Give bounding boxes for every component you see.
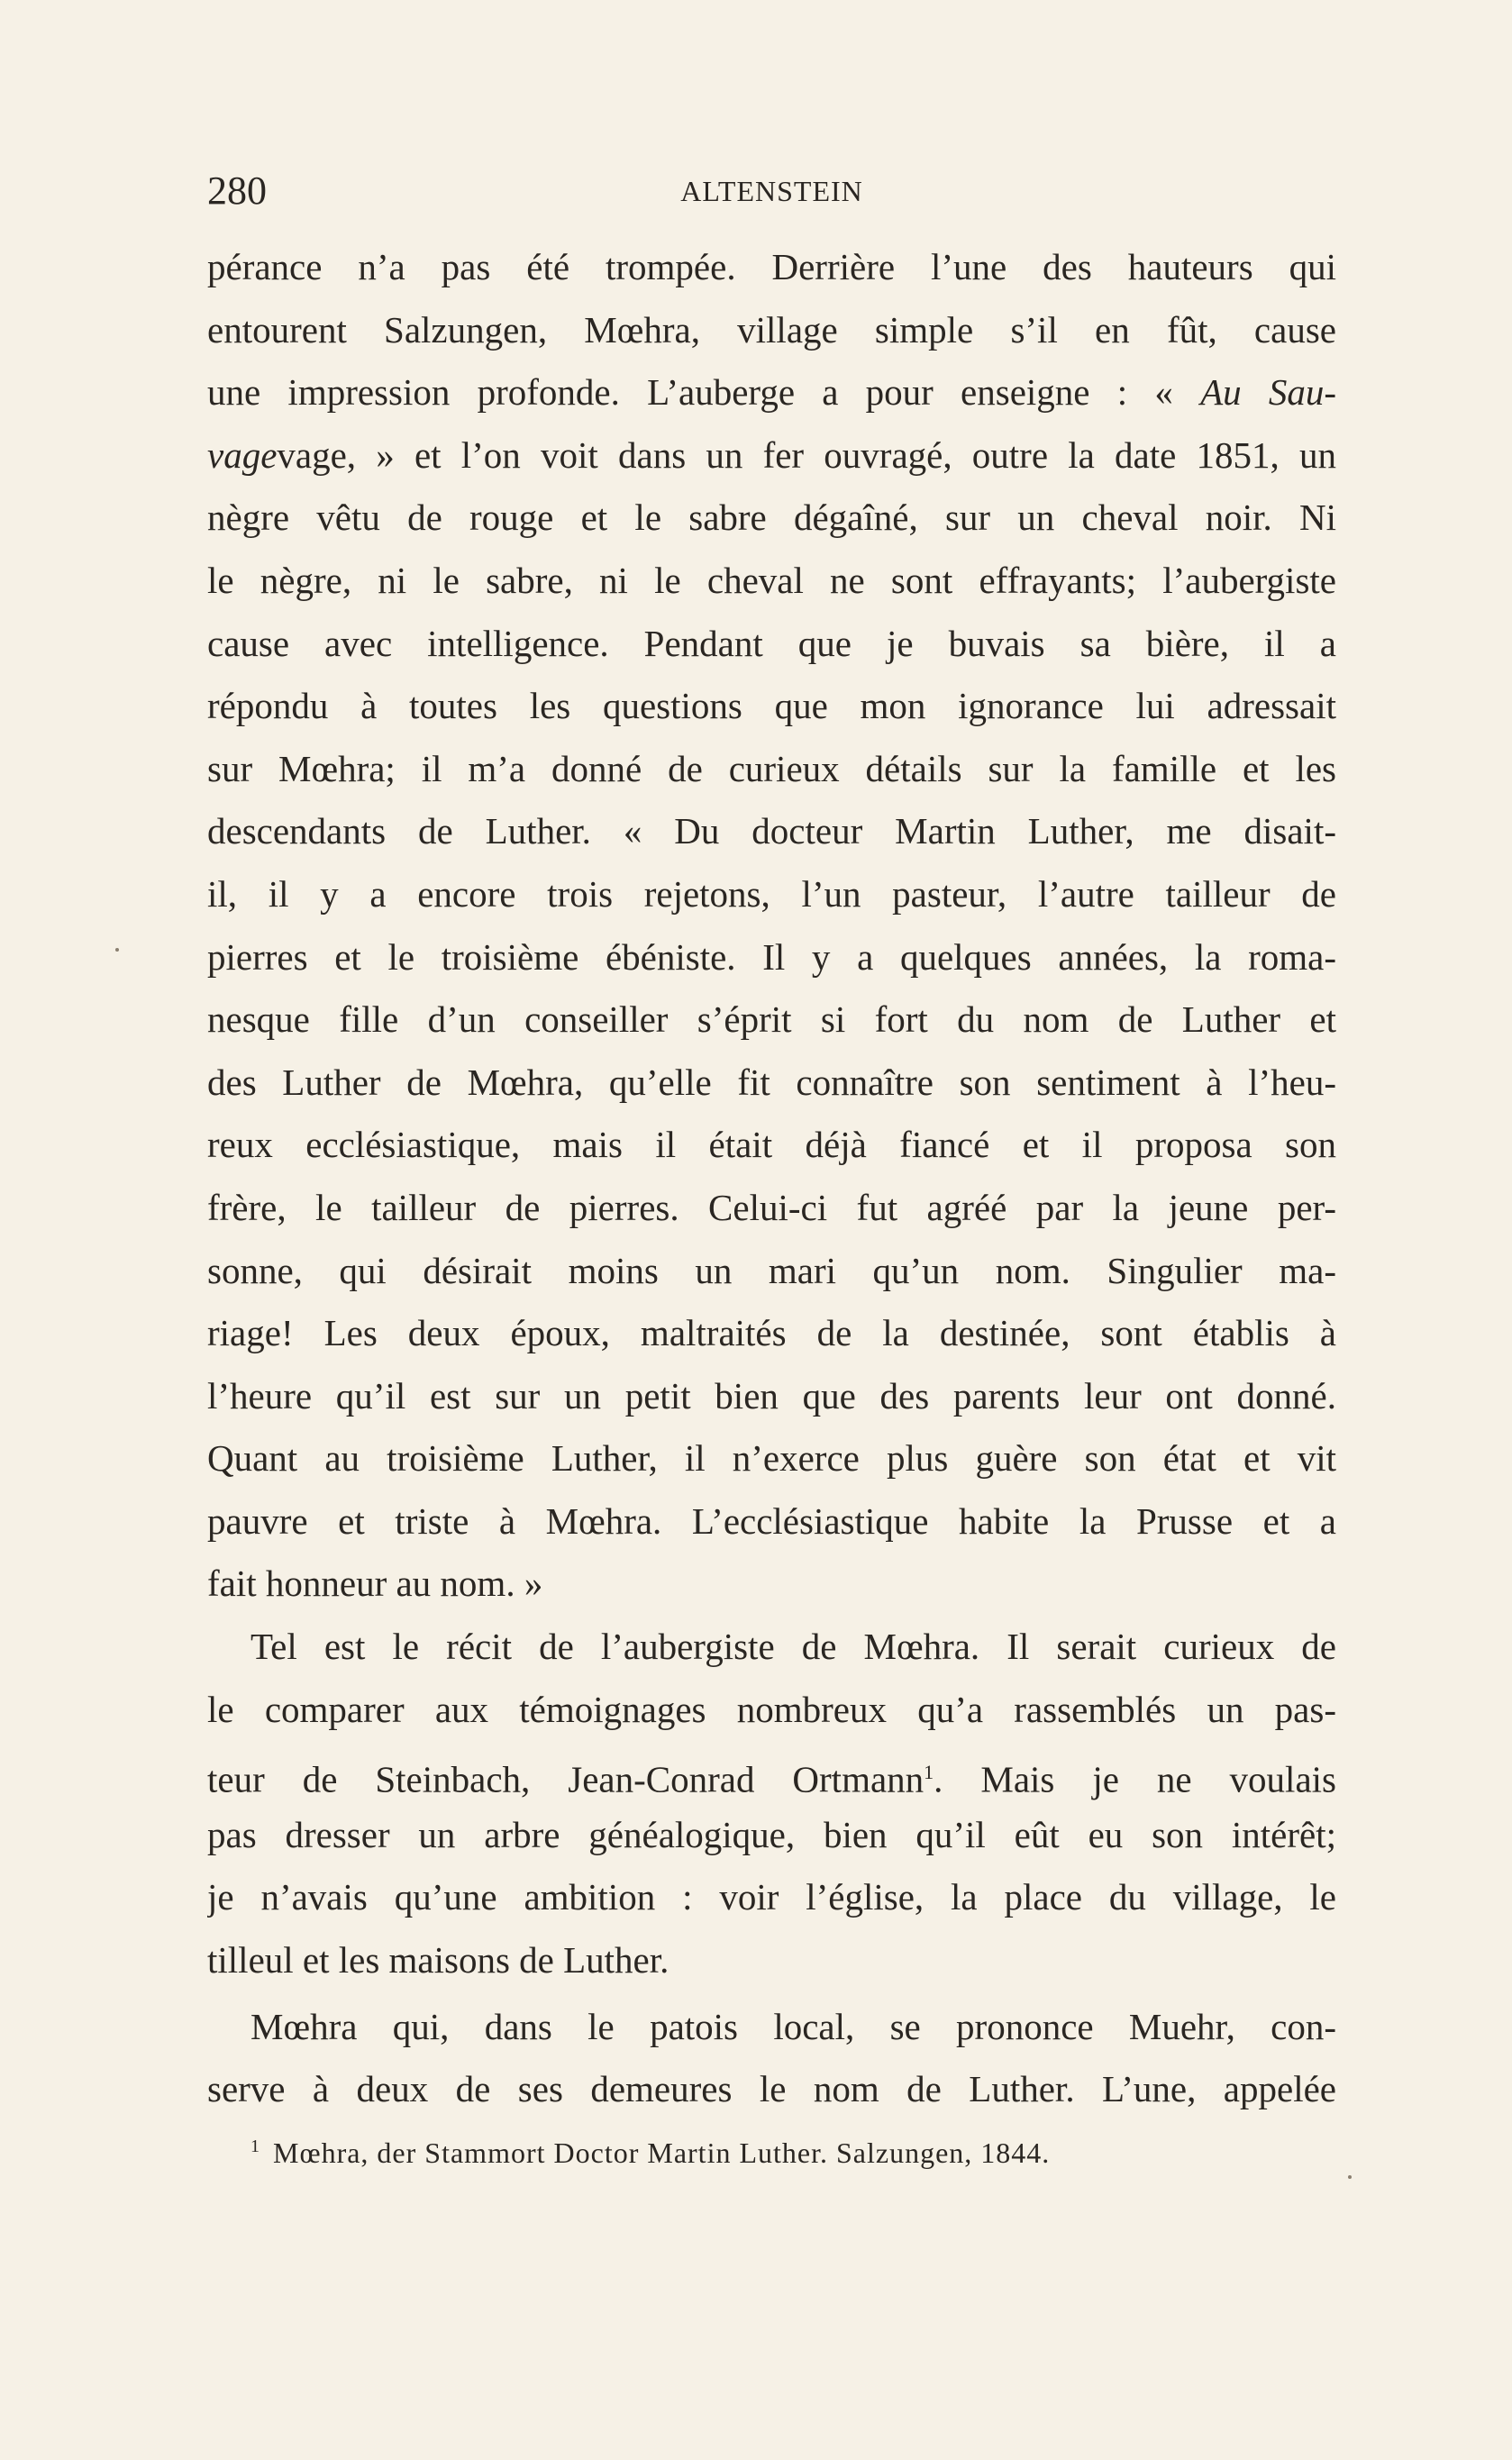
inn-sign-name-continued: vage (207, 433, 278, 476)
page-header (207, 168, 1336, 214)
running-title: ALTENSTEIN (680, 175, 863, 207)
text-line (207, 424, 1336, 487)
text-line: sur Mœhra; il m’a donné de curieux détails sur la famille et les (207, 747, 1336, 789)
text-line: je n’avais qu’une ambition : voir l’église, la place du village, le (207, 1876, 1336, 1918)
text-line: cause avec intelligence. Pendant que je buvais sa bière, il a (207, 622, 1336, 664)
body-text (207, 236, 1336, 2121)
text-line: reux ecclésiastique, mais il était déjà fiancé et il proposa son (207, 1124, 1336, 1166)
text-line: pas dresser un arbre généalogique, bien qu’il eût eu son intérêt; (207, 1813, 1336, 1855)
text-line: serve à deux de ses demeures le nom de Luther. L’une, appelée (207, 2068, 1336, 2110)
text-line: Quant au troisième Luther, il n’exerce plus guère son état et vit (207, 1437, 1336, 1480)
text-line: il, il y a encore trois rejetons, l’un pasteur, l’autre tailleur de (207, 872, 1336, 915)
text-line: le nègre, ni le sabre, ni le cheval ne sont effrayants; l’aubergiste (207, 559, 1336, 601)
text-line-segment: vage, » et l’on voit dans un fer ouvragé, outre la date 1851, un (277, 433, 1336, 476)
text-line: pierres et le troisième ébéniste. Il y a quelques années, la roma- (207, 935, 1336, 978)
text-line (207, 361, 1336, 424)
text-line: sonne, qui désirait moins un mari qu’un nom. Singulier ma- (207, 1249, 1336, 1291)
footnote-reference: 1 (924, 1761, 934, 1784)
text-line: nesque fille d’un conseiller s’éprit si fort du nom de Luther et (207, 998, 1336, 1041)
text-line (207, 1741, 1336, 1804)
text-line-segment: . Mais je ne voulais (934, 1758, 1336, 1800)
text-line: pauvre et triste à Mœhra. L’ecclésiastique habite la Prusse et a (207, 1499, 1336, 1542)
text-line: des Luther de Mœhra, qu’elle fit connaître son sentiment à l’heu- (207, 1061, 1336, 1103)
text-line: le comparer aux témoignages nombreux qu’a rassemblés un pas- (207, 1688, 1336, 1730)
footnote-text: Mœhra, der Stammort Doctor Martin Luther. Salzungen, 1844. (273, 2137, 1051, 2169)
text-line: tilleul et les maisons de Luther. (207, 1939, 669, 1982)
inn-sign-name: Au Sau- (1200, 371, 1336, 414)
page-number: 280 (207, 169, 267, 213)
text-line: riage! Les deux époux, maltraités de la destinée, sont établis à (207, 1312, 1336, 1354)
text-line: frère, le tailleur de pierres. Celui-ci fut agréé par la jeune per- (207, 1186, 1336, 1228)
text-line: Tel est le récit de l’aubergiste de Mœhra. Il serait curieux de (250, 1626, 1336, 1668)
footnote (250, 2128, 1050, 2171)
text-line: l’heure qu’il est sur un petit bien que des parents leur ont donné. (207, 1374, 1336, 1417)
text-line: pérance n’a pas été trompée. Derrière l’une des hauteurs qui (207, 246, 1336, 287)
text-line: nègre vêtu de rouge et le sabre dégaîné, sur un cheval noir. Ni (207, 497, 1336, 539)
footnote-marker: 1 (250, 2137, 260, 2156)
text-line: Mœhra qui, dans le patois local, se prononce Muehr, con- (250, 2005, 1336, 2047)
text-line: entourent Salzungen, Mœhra, village simple s’il en fût, cause (207, 308, 1336, 351)
text-line: fait honneur au nom. » (207, 1563, 543, 1605)
text-line-segment: teur de Steinbach, Jean-Conrad Ortmann (207, 1758, 925, 1800)
text-line: descendants de Luther. « Du docteur Martin Luther, me disait- (207, 810, 1336, 852)
paper-speck (115, 948, 119, 952)
text-line: répondu à toutes les questions que mon ignorance lui adressait (207, 685, 1336, 727)
text-line-segment: une impression profonde. L’auberge a pour enseigne : « (207, 371, 1201, 414)
paper-speck (1348, 2175, 1352, 2179)
